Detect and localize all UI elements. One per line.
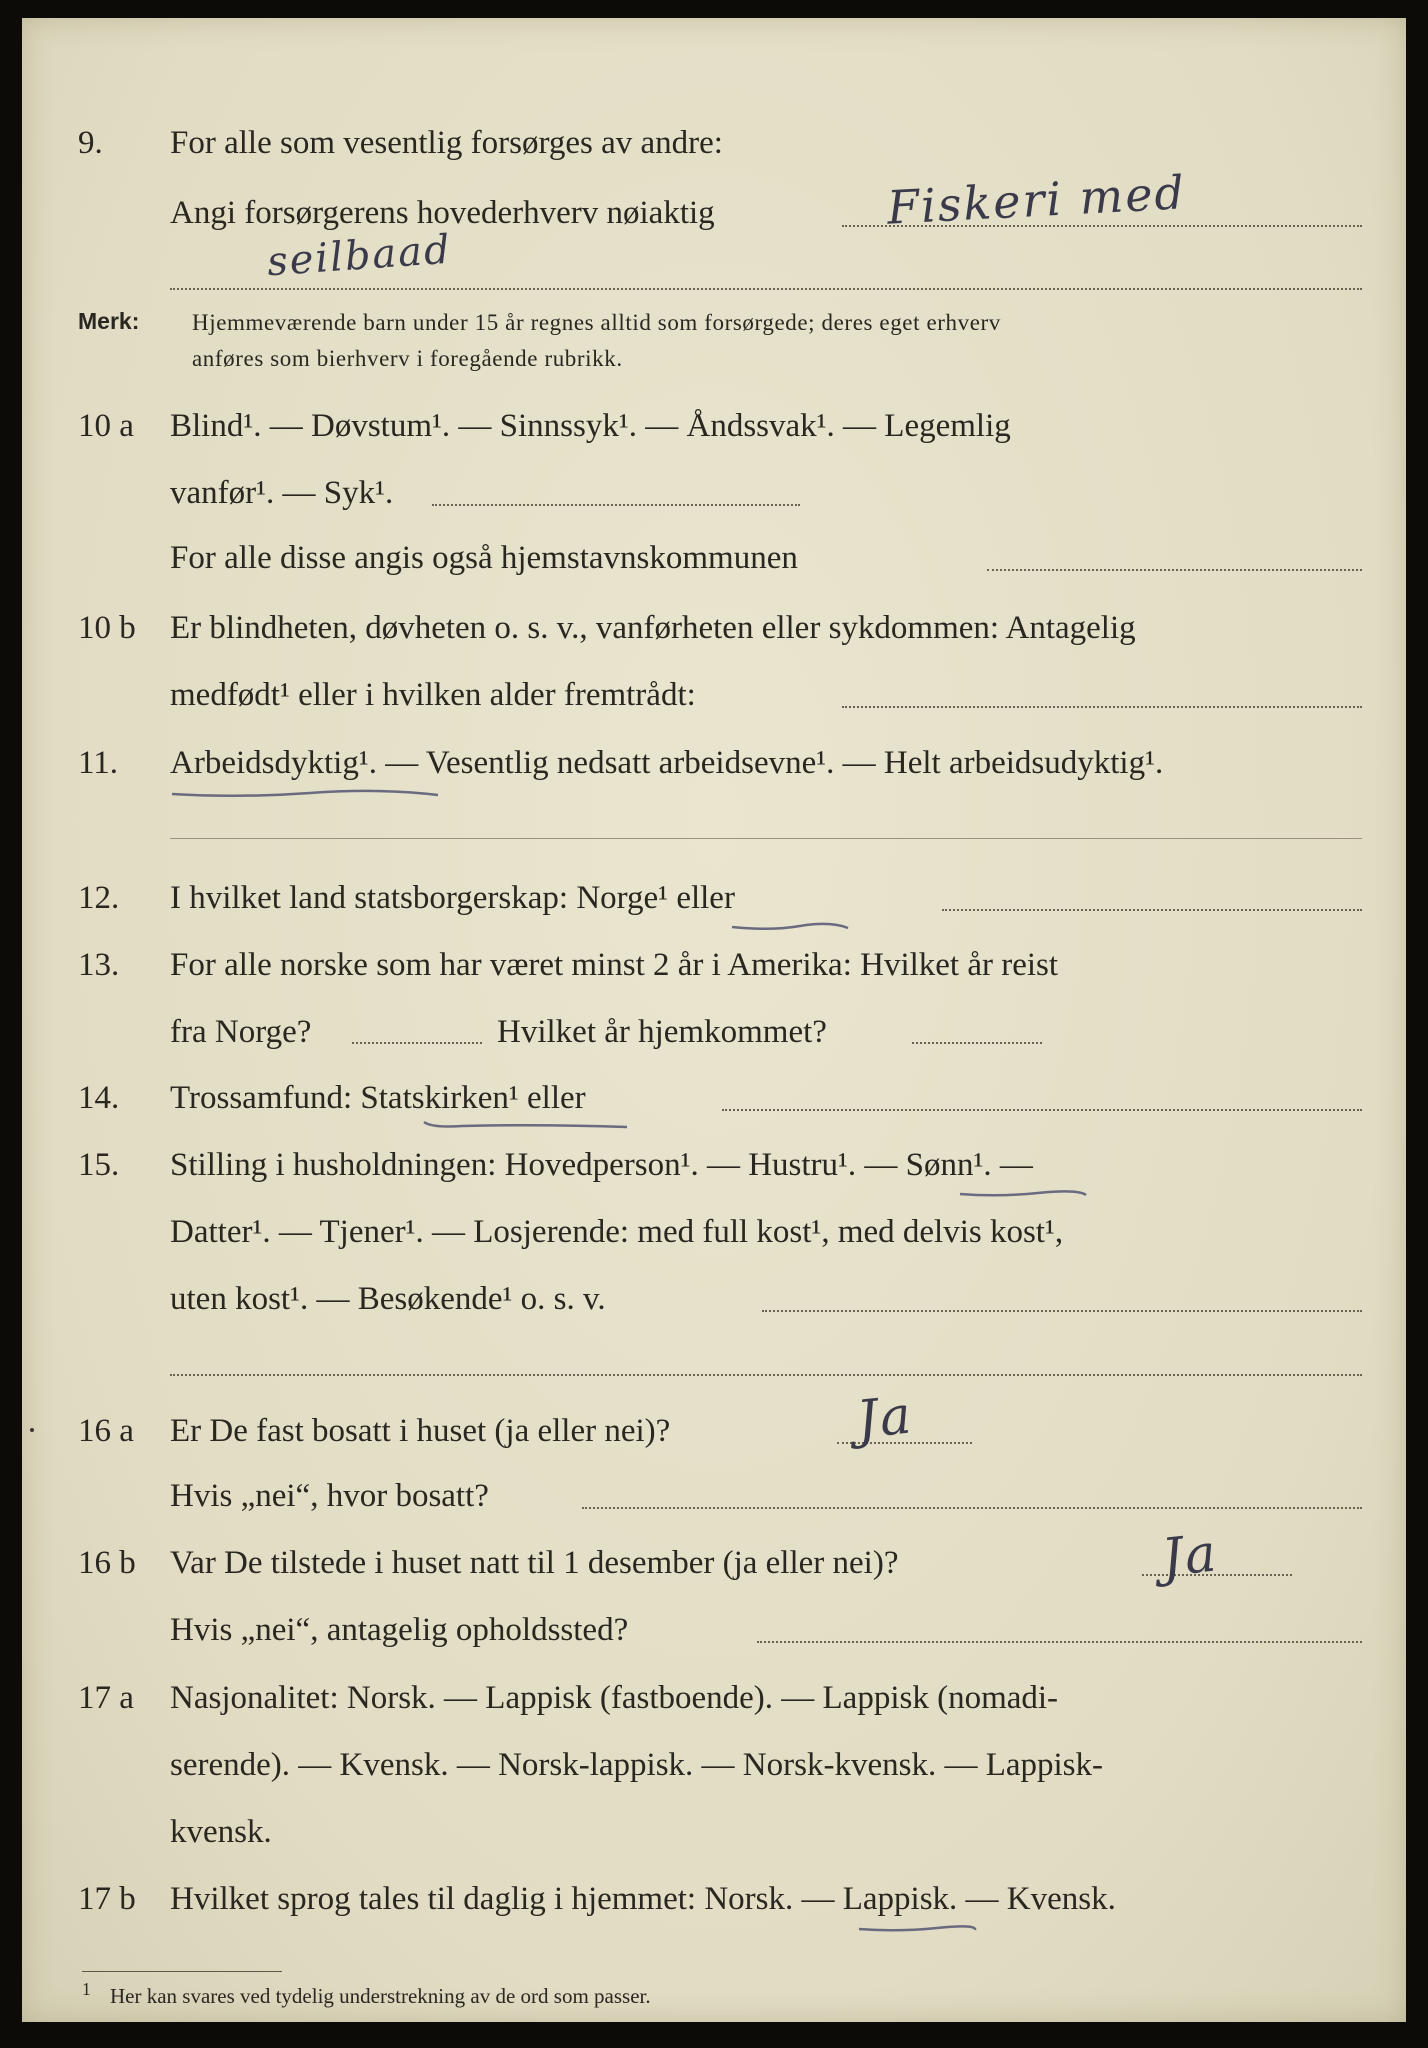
footnote bbox=[82, 1976, 651, 2009]
q15-handwritten-underline bbox=[958, 1188, 1088, 1200]
q11-divider-line bbox=[170, 838, 1362, 839]
q15-text-line3: uten kost¹. — Besøkende¹ o. s. v. bbox=[170, 1281, 606, 1317]
q17a-text-line3: kvensk. bbox=[170, 1814, 272, 1850]
q9-answer-line-2 bbox=[170, 288, 1362, 290]
q16b-text-line1: Var De tilstede i huset natt til 1 desember (ja eller nei)? bbox=[170, 1545, 899, 1581]
q17b-number: 17 b bbox=[78, 1881, 136, 1917]
q10b-text-line1: Er blindheten, døvheten o. s. v., vanførheten eller sykdommen: Antagelig bbox=[170, 610, 1136, 646]
q11-number: 11. bbox=[78, 745, 119, 781]
q16a-text-line1: Er De fast bosatt i huset (ja eller nei)? bbox=[170, 1413, 671, 1449]
q10a-text-line2: vanfør¹. — Syk¹. bbox=[170, 475, 394, 511]
merk-label: Merk: bbox=[78, 308, 140, 334]
margin-dot bbox=[30, 1428, 34, 1432]
q11-text-line1: Arbeidsdyktig¹. — Vesentlig nedsatt arbeidsevne¹. — Helt arbeidsudyktig¹. bbox=[170, 745, 1164, 781]
q10a-answer-line-1 bbox=[432, 504, 800, 506]
q16b-number: 16 b bbox=[78, 1545, 136, 1581]
q14-answer-line bbox=[722, 1109, 1362, 1111]
q10b-text-line2: medfødt¹ eller i hvilken alder fremtrådt: bbox=[170, 677, 696, 713]
merk-text-line1: Hjemmeværende barn under 15 år regnes alltid som forsørgede; deres eget erhverv bbox=[192, 310, 1001, 335]
q15-text-line2: Datter¹. — Tjener¹. — Losjerende: med full kost¹, med delvis kost¹, bbox=[170, 1214, 1064, 1250]
q14-text-line1: Trossamfund: Statskirken¹ eller bbox=[170, 1080, 586, 1116]
q13-number: 13. bbox=[78, 947, 120, 983]
q12-text-line1: I hvilket land statsborgerskap: Norge¹ eller bbox=[170, 880, 735, 916]
footnote-divider bbox=[82, 1971, 282, 1972]
q12-answer-line bbox=[942, 909, 1362, 911]
q9-handwritten-answer-2: seilbaad bbox=[265, 226, 454, 286]
q16a-bosatt-answer-line bbox=[582, 1507, 1362, 1509]
q13-text-line2b: Hvilket år hjemkommet? bbox=[497, 1014, 827, 1050]
q17a-text-line2: serende). — Kvensk. — Norsk-lappisk. — Norsk-kvensk. — Lappisk- bbox=[170, 1747, 1104, 1783]
census-form-page bbox=[22, 18, 1406, 2022]
q13-reist-answer-line bbox=[352, 1042, 482, 1044]
q16a-number: 16 a bbox=[78, 1413, 134, 1449]
footnote-text: Her kan svares ved tydelig understrekning av de ord som passer. bbox=[110, 1984, 651, 2008]
q9-handwritten-answer-1: Fiskeri med bbox=[885, 165, 1188, 235]
q9-text-line2: Angi forsørgerens hovederhverv nøiaktig bbox=[170, 195, 715, 231]
q10a-text-line1: Blind¹. — Døvstum¹. — Sinnssyk¹. — Åndssvak¹. — Legemlig bbox=[170, 408, 1011, 444]
q17a-number: 17 a bbox=[78, 1680, 134, 1716]
q10a-answer-line-2 bbox=[987, 569, 1362, 571]
q13-hjemkommet-answer-line bbox=[912, 1042, 1042, 1044]
q11-handwritten-underline bbox=[170, 788, 440, 800]
q9-text-line1: For alle som vesentlig forsørges av andre: bbox=[170, 125, 723, 161]
q14-handwritten-underline bbox=[422, 1118, 632, 1132]
merk-text-line2: anføres som bierhverv i foregående rubrikk. bbox=[192, 346, 623, 371]
q14-number: 14. bbox=[78, 1080, 120, 1116]
q12-number: 12. bbox=[78, 880, 120, 916]
q12-handwritten-underline bbox=[730, 921, 850, 933]
q16a-handwritten-answer: Ja bbox=[854, 1385, 916, 1451]
q17a-text-line1: Nasjonalitet: Norsk. — Lappisk (fastboende). — Lappisk (nomadi- bbox=[170, 1680, 1059, 1716]
q10a-number: 10 a bbox=[78, 408, 134, 444]
q15-answer-line-1 bbox=[762, 1310, 1362, 1312]
q10a-text-line3: For alle disse angis også hjemstavnskommunen bbox=[170, 540, 798, 576]
q13-text-line1: For alle norske som har været minst 2 år i Amerika: Hvilket år reist bbox=[170, 947, 1059, 983]
footnote-mark: 1 bbox=[82, 1979, 91, 1999]
q16b-opholdssted-answer-line bbox=[757, 1641, 1362, 1643]
q10b-answer-line bbox=[842, 706, 1362, 708]
q15-answer-line-2 bbox=[170, 1374, 1362, 1376]
q15-number: 15. bbox=[78, 1147, 120, 1183]
q13-text-line2a: fra Norge? bbox=[170, 1014, 312, 1050]
q9-number: 9. bbox=[78, 125, 103, 161]
q17b-handwritten-underline bbox=[857, 1923, 977, 1935]
q16b-handwritten-answer: Ja bbox=[1159, 1523, 1221, 1589]
q17b-text-line1: Hvilket sprog tales til daglig i hjemmet: Norsk. — Lappisk. — Kvensk. bbox=[170, 1881, 1116, 1917]
q15-text-line1: Stilling i husholdningen: Hovedperson¹. — Hustru¹. — Sønn¹. — bbox=[170, 1147, 1033, 1183]
q16b-text-line2: Hvis „nei“, antagelig opholdssted? bbox=[170, 1612, 629, 1648]
q16a-text-line2: Hvis „nei“, hvor bosatt? bbox=[170, 1478, 489, 1514]
q10b-number: 10 b bbox=[78, 610, 136, 646]
